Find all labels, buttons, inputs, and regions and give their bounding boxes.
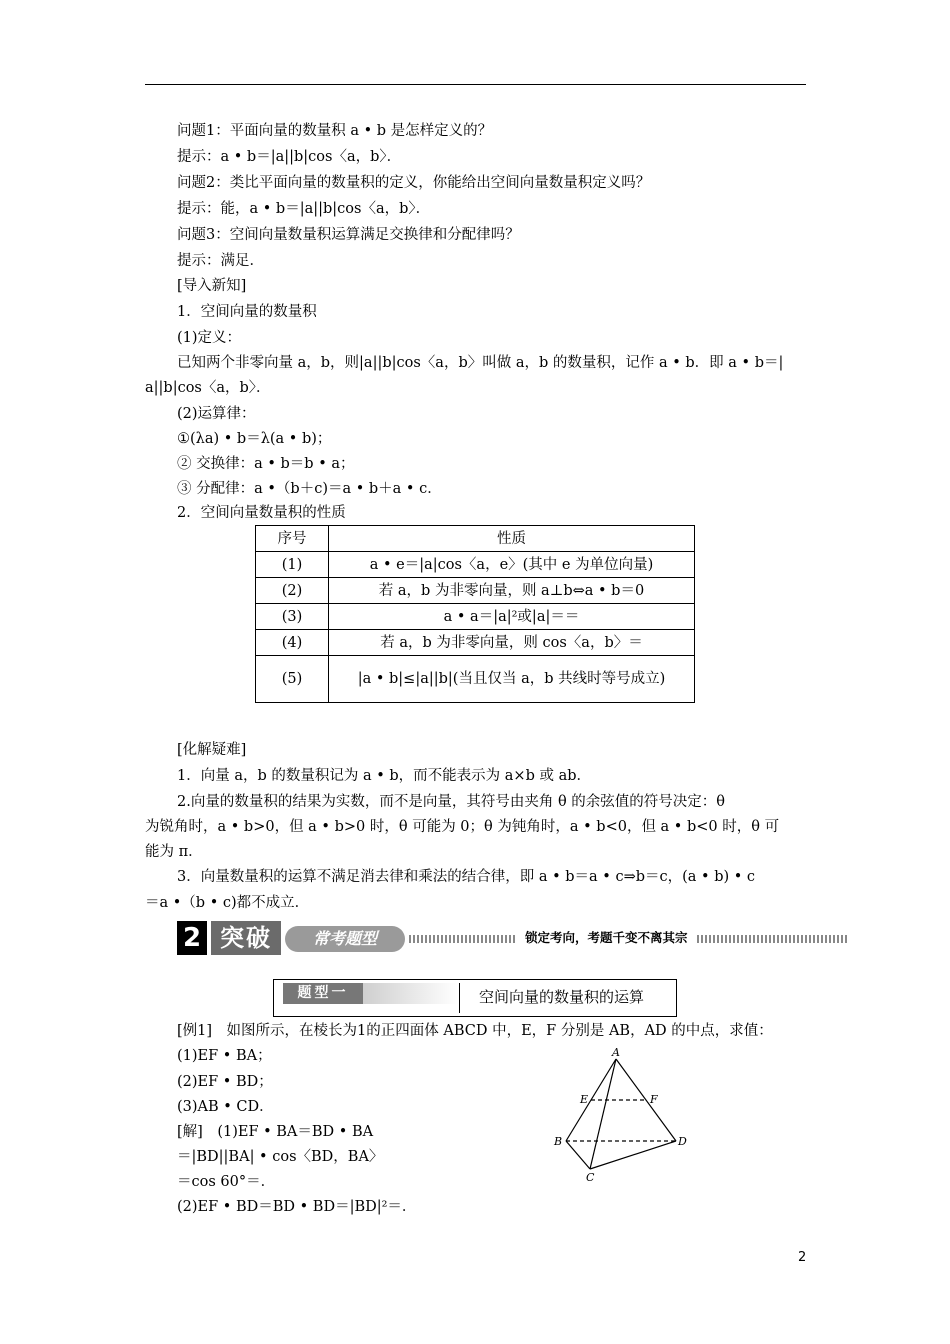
hint-1: 提示：a • b＝|a||b|cos〈a，b〉． (177, 149, 402, 165)
table-cell: (1) (256, 552, 329, 578)
hint-2: 提示：能，a • b＝|a||b|cos〈a，b〉． (177, 201, 431, 217)
subheading-dot-product: 1．空间向量的数量积 (177, 304, 317, 320)
definition-text: 已知两个非零向量 a，b，则|a||b|cos〈a，b〉叫做 a，b 的数量积，记作 a • b．即 a • b＝| (177, 355, 784, 371)
section-heading-new-knowledge: [导入新知] (177, 278, 247, 294)
banner-number: 2 (177, 921, 207, 955)
topic-divider (459, 983, 460, 1013)
example-part-1: (1)EF • BA； (177, 1048, 272, 1064)
table-cell: (5) (256, 656, 329, 703)
section-banner (177, 915, 849, 961)
header-rule (145, 84, 806, 85)
edge-bc (566, 1141, 590, 1169)
tetrahedron-figure (550, 1045, 700, 1185)
properties-table (255, 525, 695, 703)
note-1: 1．向量 a，b 的数量积记为 a • b，而不能表示为 a×b 或 ab． (177, 768, 592, 784)
table-row (256, 552, 695, 578)
table-cell: a • a＝|a|²或|a|＝＝ (329, 604, 695, 630)
label-a: A (612, 1046, 620, 1059)
example-part-3: (3)AB • CD． (177, 1099, 274, 1115)
table-cell: |a • b|≤|a||b|(当且仅当 a，b 共线时等号成立) (329, 656, 695, 703)
edge-cd (590, 1141, 676, 1169)
question-3: 问题3：空间向量数量积运算满足交换律和分配律吗？ (177, 227, 520, 243)
banner-slogan: 锁定考向，考题千变不离其宗 (517, 928, 696, 948)
table-row (256, 604, 695, 630)
table-cell: (4) (256, 630, 329, 656)
label-d: D (678, 1135, 687, 1148)
label-c: C (586, 1171, 595, 1184)
banner-title: 突破 (211, 921, 281, 955)
solution-line-2: ＝|BD||BA| • cos〈BD，BA〉 (177, 1149, 384, 1165)
note-2-cont: 为锐角时，a • b>0，但 a • b>0 时，θ 可能为 0；θ 为钝角时，a • b<0，但 a • b<0 时，θ 可 (145, 819, 780, 835)
note-3: 3．向量数量积的运算不满足消去律和乘法的结合律，即 a • b＝a • c⇒b＝c，(a • b) • c (177, 869, 756, 885)
note-2: 2.向量的数量积的结果为实数，而不是向量，其符号由夹角 θ 的余弦值的符号决定：θ (177, 794, 726, 810)
definition-label: (1)定义： (177, 330, 242, 346)
hint-3: 提示：满足． (177, 253, 264, 269)
example-part-2: (2)EF • BD； (177, 1074, 273, 1090)
table-row (256, 656, 695, 703)
solution-line-4: (2)EF • BD＝BD • BD＝|BD|²＝． (177, 1199, 417, 1215)
table-cell: a • e＝|a|cos〈a，e〉(其中 e 为单位向量) (329, 552, 695, 578)
solution-line-1: [解] (1)EF • BA＝BD • BA (177, 1124, 374, 1140)
topic-title: 空间向量的数量积的运算 (479, 988, 645, 1006)
table-row (256, 578, 695, 604)
laws-label: (2)运算律： (177, 406, 256, 422)
topic-box (273, 979, 677, 1017)
table-cell: (3) (256, 604, 329, 630)
note-3-cont: ＝a •（b • c)都不成立． (145, 895, 310, 911)
note-2-end: 能为 π． (145, 844, 203, 860)
topic-tag: 题型一 (283, 983, 363, 1004)
topic-tag-fade (363, 983, 458, 1004)
edge-ac (590, 1059, 616, 1169)
law-3: ③ 分配律：a •（b＋c)＝a • b＋a • c． (177, 481, 442, 497)
question-1: 问题1：平面向量的数量积 a • b 是怎样定义的？ (177, 123, 493, 139)
table-cell: 若 a，b 为非零向量，则 cos〈a，b〉＝ (329, 630, 695, 656)
edge-ad (616, 1059, 676, 1141)
law-1: ①(λa) • b＝λ(a • b)； (177, 431, 332, 447)
label-e: E (580, 1093, 589, 1106)
page-number: 2 (798, 1250, 807, 1265)
section-heading-difficulties: [化解疑难] (177, 742, 247, 758)
example-statement: [例1] 如图所示，在棱长为1的正四面体 ABCD 中，E，F 分别是 AB，AD 的中点，求值： (177, 1023, 773, 1039)
subheading-properties: 2．空间向量数量积的性质 (177, 505, 346, 521)
definition-text-cont: a||b|cos〈a，b〉． (145, 380, 271, 396)
solution-line-3: ＝cos 60°＝． (177, 1174, 276, 1190)
table-cell: 若 a，b 为非零向量，则 a⊥b⇔a • b＝0 (329, 578, 695, 604)
table-header-row (256, 526, 695, 552)
table-header: 序号 (256, 526, 329, 552)
table-row (256, 630, 695, 656)
label-b: B (554, 1135, 563, 1148)
banner-subtitle: 常考题型 (285, 926, 405, 952)
table-header: 性质 (329, 526, 695, 552)
law-2: ② 交换律：a • b＝b • a； (177, 456, 355, 472)
question-2: 问题2：类比平面向量的数量积的定义，你能给出空间向量数量积定义吗？ (177, 175, 651, 191)
label-f: F (650, 1093, 658, 1106)
table-cell: (2) (256, 578, 329, 604)
